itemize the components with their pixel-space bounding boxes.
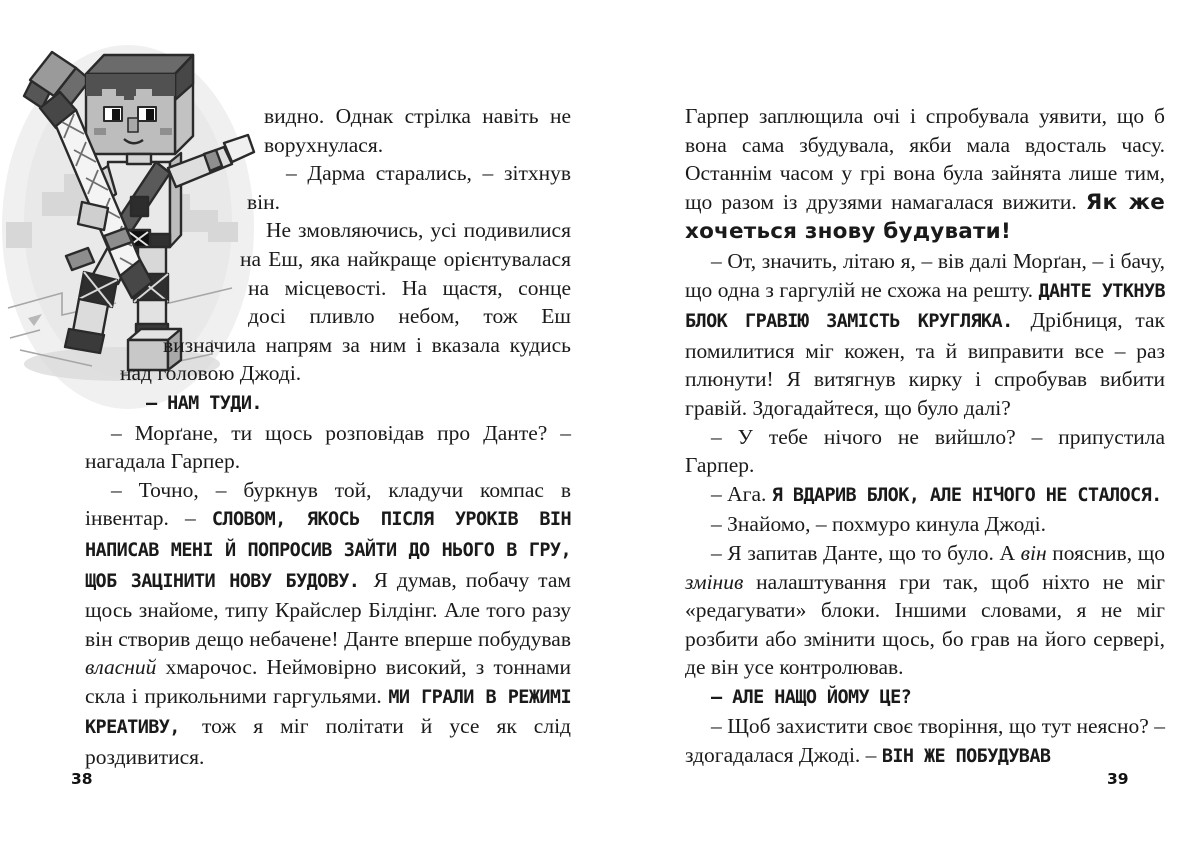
- text-segment-italic: він: [1020, 540, 1047, 565]
- page-number-39: 39: [1107, 770, 1129, 788]
- paragraph: [685, 480, 1165, 511]
- paragraph: [85, 388, 571, 419]
- paragraph: [685, 539, 1165, 682]
- text-segment-serif: – Морґане, ти щось розповідав про Данте? – нагадала Гарпер.: [85, 420, 571, 474]
- text-segment-italic: змінив: [685, 569, 744, 594]
- text-segment-serif: – Ага.: [711, 481, 772, 506]
- text-segment-serif: – Щоб захистити своє творіння, що тут неясно? – здогадалася Джоді. –: [685, 714, 1165, 768]
- text-segment-boldsans: Як же хочеться знову будувати!: [685, 189, 1165, 245]
- text-segment-serif: видно. Однак стрілка навіть не ворухнулася.: [264, 104, 571, 157]
- text-segment-pixel: ВІН ЖЕ ПОБУДУВАВ: [881, 746, 1051, 768]
- paragraph: [685, 247, 1165, 423]
- paragraph: [685, 682, 1165, 713]
- text-segment-serif: налаштування гри так, щоб ніхто не міг «редагувати» блоки. Іншими словами, я не міг розбити або змінити щось, бо грав на його сервері, де він усе контролював.: [685, 569, 1165, 680]
- text-segment-serif: тож я міг політати й усе як слід роздивитися.: [85, 714, 571, 770]
- text-segment-serif: – Я запитав Данте, що то було. А: [711, 540, 1021, 565]
- paragraph: [685, 423, 1165, 480]
- text-segment-serif: – Точно, – буркнув той, кладучи компас в інвентар. –: [85, 477, 571, 531]
- text-segment-serif: Я думав, побачу там щось знайоме, типу Крайслер Білдінг. Але того разу він створив дещо небачене! Данте вперше побудував: [85, 567, 571, 651]
- text-segment-serif: хмарочос. Неймовірно високий, з тоннами скла і прикольними гаргульями.: [85, 655, 571, 708]
- text-segment-serif: – У тебе нічого не вийшло? – припустила Гарпер.: [685, 424, 1165, 478]
- text-segment-pixel: – АЛЕ НАЩО ЙОМУ ЦЕ?: [711, 686, 912, 708]
- text-segment-serif: пояснив, що: [1046, 540, 1165, 565]
- text-segment-serif: – Знайомо, – похмуро кинула Джоді.: [711, 512, 1047, 537]
- text-segment-serif: Не змовляючись, усі подивилися на Еш, яка найкраще орієнтувалася на місцевості. На щастя, сонце досі пливло небом, тож Еш визначила напрям за ним і вказала кудись над головою Джоді.: [120, 218, 571, 386]
- paragraph: [685, 712, 1165, 771]
- page-38-text: [85, 102, 571, 772]
- paragraph: [85, 476, 571, 772]
- paragraph: [685, 102, 1165, 247]
- page-number-38: 38: [71, 770, 93, 788]
- text-segment-pixel: ДАНТЕ УТКНУВ БЛОК ГРАВІЮ ЗАМІСТЬ КРУГЛЯКА.: [685, 280, 1165, 333]
- paragraph: [685, 510, 1165, 539]
- text-segment-pixel: Я ВДАРИВ БЛОК, АЛЕ НІЧОГО НЕ СТАЛОСЯ.: [771, 484, 1162, 506]
- text-segment-serif: – От, значить, літаю я, – вів далі Морґан, – і бачу, що одна з гаргулій не схожа на решту.: [685, 248, 1165, 302]
- paragraph: [85, 419, 571, 476]
- text-segment-pixel: – НАМ ТУДИ.: [146, 392, 262, 414]
- text-segment-serif: Дрібниця, так помилитися міг кожен, та й виправити все – раз плюнути! Я витягнув кирку і спробував вибити гравій. Здогадайтеся, що було далі?: [685, 308, 1165, 420]
- text-segment-italic: власний: [85, 655, 157, 680]
- text-segment-serif: – Дарма старались, – зітхнув він.: [247, 161, 571, 214]
- text-segment-pixel: СЛОВОМ, ЯКОСЬ ПІСЛЯ УРОКІВ ВІН НАПИСАВ МЕНІ Й ПОПРОСИВ ЗАЙТИ ДО НЬОГО В ГРУ, ЩОБ ЗАЦІНИТИ НОВУ БУДОВУ.: [85, 509, 571, 592]
- page-39-text: [685, 102, 1165, 772]
- text-segment-serif: Гарпер заплющила очі і спробувала уявити, що б вона сама збудувала, якби мала вдосталь часу. Останнім часом у грі вона була зайнята лише тим, що разом із друзями намагалася вижити.: [685, 104, 1165, 214]
- text-segment-pixel: МИ ГРАЛИ В РЕЖИМІ КРЕАТИВУ,: [85, 686, 571, 739]
